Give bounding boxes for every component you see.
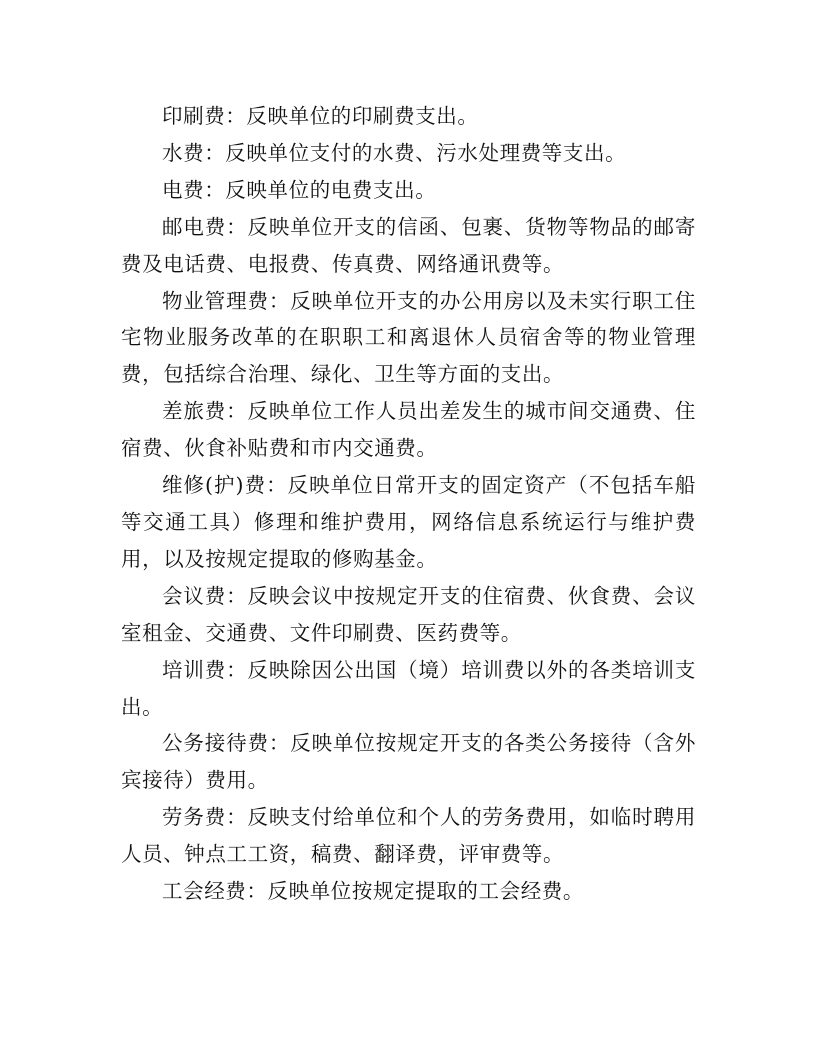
paragraph-training-fee: 培训费：反映除因公出国（境）培训费以外的各类培训支出。 [121, 657, 696, 719]
paragraph-electricity-fee: 电费：反映单位的电费支出。 [162, 177, 437, 202]
paragraph-property-management-fee: 物业管理费：反映单位开支的办公用房以及未实行职工住宅物业服务改革的在职职工和离退休人员宿舍等的物业管理费，包括综合治理、绿化、卫生等方面的支出。 [121, 288, 696, 387]
paragraph-water-fee: 水费：反映单位支付的水费、污水处理费等支出。 [162, 140, 627, 165]
paragraph-labor-fee: 劳务费：反映支付给单位和个人的劳务费用，如临时聘用人员、钟点工工资，稿费、翻译费，评审费等。 [121, 805, 696, 867]
paragraph-printing-fee: 印刷费：反映单位的印刷费支出。 [162, 104, 479, 128]
document-body [121, 98, 696, 910]
paragraph-travel-fee: 差旅费：反映单位工作人员出差发生的城市间交通费、住宿费、伙食补贴费和市内交通费。 [121, 399, 696, 461]
paragraph-official-reception-fee: 公务接待费：反映单位按规定开支的各类公务接待（含外宾接待）费用。 [121, 731, 696, 793]
paragraph-maintenance-fee: 维修(护)费：反映单位日常开支的固定资产（不包括车船等交通工具）修理和维护费用，网络信息系统运行与维护费用，以及按规定提取的修购基金。 [121, 473, 696, 571]
paragraph-union-fund: 工会经费：反映单位按规定提取的工会经费。 [162, 879, 584, 904]
paragraph-postal-telecom-fee: 邮电费：反映单位开支的信函、包裹、货物等物品的邮寄费及电话费、电报费、传真费、网络通讯费等。 [121, 214, 696, 276]
paragraph-meeting-fee: 会议费：反映会议中按规定开支的住宿费、伙食费、会议室租金、交通费、文件印刷费、医药费等。 [121, 583, 696, 645]
